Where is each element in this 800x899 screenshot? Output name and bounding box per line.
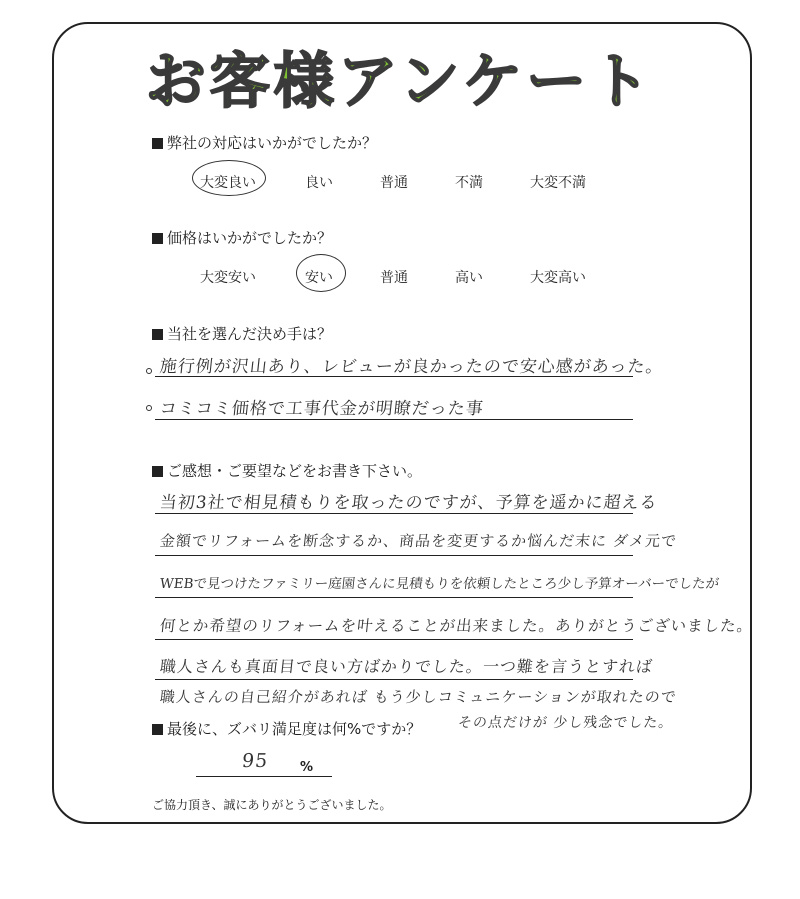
question-3 — [152, 323, 332, 344]
survey-title: お客様アンケート — [145, 47, 655, 117]
satisfaction-value: 95 — [240, 750, 270, 772]
question-4 — [152, 460, 422, 481]
q2-option[interactable]: 普通 — [380, 270, 408, 286]
comment-line: 職人さんも真面目で良い方ばかりでした。一つ難を言うとすれば — [158, 657, 654, 676]
q2-option[interactable]: 大変安い — [200, 270, 256, 286]
question-3-label: 当社を選んだ決め手は？ — [167, 325, 333, 343]
question-1-label: 弊社の対応はいかがでしたか？ — [167, 134, 378, 152]
answer-rule — [155, 376, 633, 377]
comment-tail: その点だけが 少し残念でした。 — [457, 715, 675, 731]
question-5 — [152, 718, 421, 739]
comment-rule — [155, 597, 633, 598]
comment-line: 何とか希望のリフォームを叶えることが出来ました。ありがとうございました。 — [158, 617, 755, 635]
comment-line: 職人さんの自己紹介があれば もう少しコミュニケーションが取れたので — [159, 688, 678, 706]
comment-rule — [155, 513, 633, 514]
square-bullet-icon — [152, 724, 163, 735]
comment-line: 当初3社で相見積もりを取ったのですが、予算を遥かに超える — [158, 493, 659, 513]
square-bullet-icon — [152, 138, 163, 149]
comment-rule — [155, 679, 633, 680]
square-bullet-icon — [152, 466, 163, 477]
q2-option[interactable]: 高い — [455, 270, 483, 286]
q2-option[interactable]: 安い — [305, 270, 333, 286]
comment-rule — [155, 555, 633, 556]
answer-line: コミコミ価格で工事代金が明瞭だった事 — [158, 399, 485, 419]
q1-option[interactable]: 普通 — [380, 175, 408, 191]
q1-option[interactable]: 不満 — [455, 175, 483, 191]
bullet-dot-icon — [146, 405, 152, 411]
question-1 — [152, 132, 377, 153]
question-2 — [152, 227, 332, 248]
comment-line: 金額でリフォームを断念するか、商品を変更するか悩んだ末に ダメ元で — [159, 532, 678, 550]
question-4-label: ご感想・ご要望などをお書き下さい。 — [167, 462, 423, 480]
percent-rule — [196, 776, 332, 777]
square-bullet-icon — [152, 233, 163, 244]
q2-option[interactable]: 大変高い — [530, 270, 586, 286]
comment-rule — [155, 639, 633, 640]
q1-option[interactable]: 良い — [305, 175, 333, 191]
answer-line: 施行例が沢山あり、レビューが良かったので安心感があった。 — [158, 357, 665, 377]
q1-option[interactable]: 大変不満 — [530, 175, 586, 191]
answer-rule — [155, 419, 633, 420]
footer-thanks: ご協力頂き、誠にありがとうございました。 — [152, 798, 392, 812]
question-2-label: 価格はいかがでしたか？ — [167, 229, 333, 247]
question-5-label: 最後に、ズバリ満足度は何%ですか？ — [167, 720, 422, 738]
comment-line: WEBで見つけたファミリー庭園さんに見積もりを依頼したところ少し予算オーバーでしたが — [158, 576, 720, 592]
q1-option[interactable]: 大変良い — [200, 175, 256, 191]
percent-unit: % — [300, 760, 314, 775]
bullet-dot-icon — [146, 368, 152, 374]
square-bullet-icon — [152, 329, 163, 340]
